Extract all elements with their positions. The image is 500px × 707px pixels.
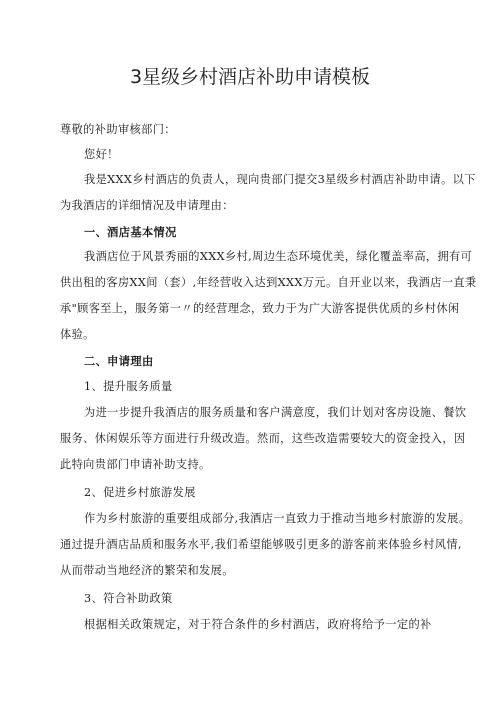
section1-paragraph [60, 244, 477, 348]
subsection1-line: 服务、休闲娱乐等方面进行升级改造。然而，这些改造需要较大的资金投入，因 [60, 432, 466, 445]
subsection2-paragraph [60, 506, 476, 584]
subsection3-line: 根据相关政策规定，对于符合条件的乡村酒店，政府将给予一定的补 [84, 618, 432, 631]
subsection-heading-2: 2、促进乡村旅游发展 [84, 486, 196, 499]
document-title: 3星级乡村酒店补助申请模板 [129, 66, 371, 88]
intro-line: 我是XXX乡村酒店的负责人，现向贵部门提交3星级乡村酒店补助申请。以下 [84, 173, 476, 186]
intro-paragraph [60, 167, 476, 219]
subsection-heading-1: 1、提升服务质量 [84, 380, 173, 393]
subsection2-line: 作为乡村旅游的重要组成部分,我酒店一直致力于推动当地乡村旅游的发展。 [84, 512, 471, 525]
greeting: 您好！ [84, 148, 119, 161]
salutation: 尊敬的补助审核部门： [60, 123, 176, 136]
subsection-heading-3: 3、符合补助政策 [84, 592, 173, 605]
subsection2-line: 通过提升酒店品质和服务水平,我们希望能够吸引更多的游客前来体验乡村风情, [60, 538, 462, 551]
intro-line: 为我酒店的详细情况及申请理由： [60, 199, 234, 212]
subsection1-line: 为进一步提升我酒店的服务质量和客户满意度，我们计划对客房设施、餐饮 [84, 406, 467, 419]
section1-line: 承"顾客至上，服务第一〃的经营理念，致力于为广大游客提供优质的乡村休闲 [60, 302, 460, 315]
section-heading-2: 二、申请理由 [84, 354, 154, 368]
subsection1-paragraph [60, 400, 476, 478]
section1-line: 体验。 [60, 328, 95, 341]
section1-line: 我酒店位于风景秀丽的XXX乡村,周边生态环境优美，绿化覆盖率高，拥有可 [84, 250, 473, 263]
subsection1-line: 此特向贵部门申请补助支持。 [60, 458, 211, 471]
subsection3-paragraph [84, 612, 476, 638]
subsection2-line: 从而带动当地经济的繁荣和发展。 [60, 564, 234, 577]
section1-line: 供出租的客房XX间（套）,年经营收入达到XXX万元。自开业以来，我酒店一直秉 [60, 276, 477, 289]
section-heading-1: 一、酒店基本情况 [84, 225, 177, 239]
